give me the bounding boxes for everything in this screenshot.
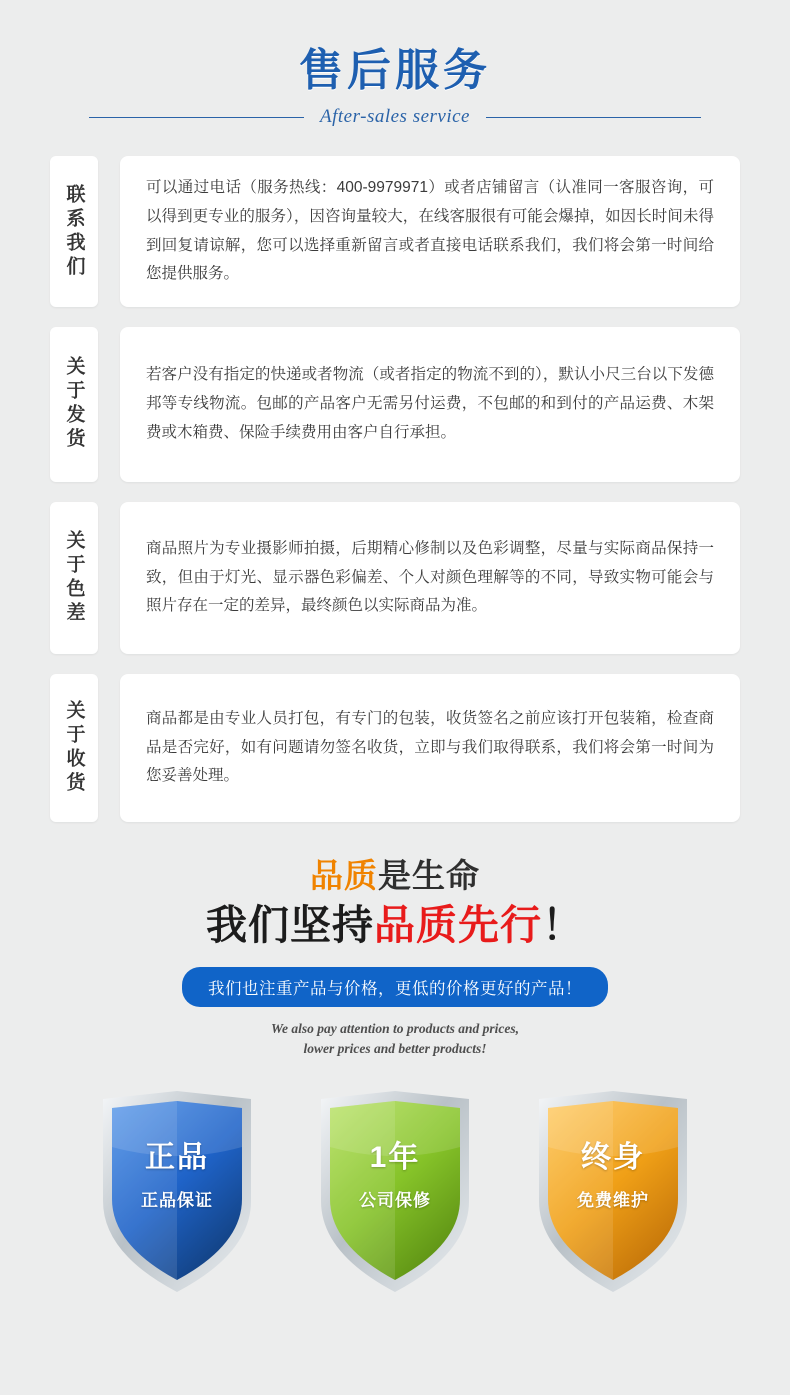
badge-main-label: 1年 xyxy=(369,1141,421,1175)
badge-sub-label: 正品保证 xyxy=(141,1191,213,1211)
section-tab-contact xyxy=(50,156,98,307)
slogan-line-2 xyxy=(0,901,790,950)
quality-slogan-block xyxy=(0,856,790,1059)
badge-lifetime-maintenance xyxy=(533,1089,693,1294)
english-line-1: We also pay attention to products and prices, xyxy=(270,1020,519,1036)
info-section xyxy=(50,327,740,482)
info-section xyxy=(50,502,740,654)
slogan-line-1 xyxy=(0,856,790,896)
section-paragraph: 商品照片为专业摄影师拍摄，后期精心修制以及色彩调整，尽量与实际商品保持一致，但由于灯光、显示器色彩偏差、个人对颜色理解等的不同，导致实物可能会与照片存在一定的差异，最终颜色以实际商品为准。 xyxy=(146,539,714,615)
divider-left xyxy=(89,117,304,118)
slogan-highlight-text: 品质先行 xyxy=(374,902,542,949)
section-tab-color-difference xyxy=(50,502,98,654)
section-tab-label: 关于收货 xyxy=(63,699,85,796)
info-sections xyxy=(50,156,740,822)
slogan-rest-text: 是生命 xyxy=(378,856,480,894)
page-subtitle: After-sales service xyxy=(320,106,470,128)
section-tab-label: 联系我们 xyxy=(63,183,85,280)
section-tab-label: 关于色差 xyxy=(63,529,85,626)
slogan-suffix-text: ！ xyxy=(542,902,584,949)
slogan-accent-text: 品质 xyxy=(310,856,378,894)
page-title: 售后服务 xyxy=(299,46,491,95)
guarantee-badges xyxy=(0,1089,790,1294)
info-section xyxy=(50,674,740,822)
badge-sub-label: 公司保修 xyxy=(359,1191,431,1211)
section-tab-label: 关于发货 xyxy=(63,356,85,453)
price-promise-banner: 我们也注重产品与价格，更低的价格更好的产品！ xyxy=(182,967,608,1007)
section-body-color-difference xyxy=(120,502,740,654)
section-body-shipping xyxy=(120,327,740,482)
divider-right xyxy=(486,117,701,118)
price-promise-english xyxy=(0,1019,790,1060)
section-body-contact xyxy=(120,156,740,307)
badge-text-group xyxy=(533,1141,693,1211)
slogan-prefix-text: 我们坚持 xyxy=(206,902,374,949)
header-subtitle-row xyxy=(0,106,790,128)
info-section xyxy=(50,156,740,307)
section-tab-shipping xyxy=(50,327,98,482)
section-paragraph: 若客户没有指定的快递或者物流（或者指定的物流不到的），默认小尺三台以下发德邦等专线物流。包邮的产品客户无需另付运费，不包邮的和到付的产品运费、木架费或木箱费、保险手续费用由客户自行承担。 xyxy=(146,366,714,441)
section-paragraph: 商品都是由专业人员打包，有专门的包装，收货签名之前应该打开包装箱，检查商品是否完好，如有问题请勿签名收货，立即与我们取得联系，我们将会第一时间为您妥善处理。 xyxy=(146,709,714,785)
english-line-2: lower prices and better products! xyxy=(303,1040,487,1056)
badge-text-group xyxy=(315,1141,475,1211)
section-tab-receiving xyxy=(50,674,98,822)
page-header xyxy=(0,0,790,128)
badge-main-label: 终身 xyxy=(581,1141,645,1175)
badge-sub-label: 免费维护 xyxy=(577,1191,649,1211)
badge-one-year-warranty xyxy=(315,1089,475,1294)
badge-main-label: 正品 xyxy=(145,1141,209,1175)
badge-text-group xyxy=(97,1141,257,1211)
badge-genuine xyxy=(97,1089,257,1294)
section-body-receiving xyxy=(120,674,740,822)
section-paragraph: 可以通过电话（服务热线：400-9979971）或者店铺留言（认准同一客服咨询，可以得到更专业的服务），因咨询量较大，在线客服很有可能会爆掉，如因长时间未得到回复请谅解，您可以选择重新留言或者直接电话联系我们，我们将会第一时间给您提供服务。 xyxy=(146,179,714,283)
